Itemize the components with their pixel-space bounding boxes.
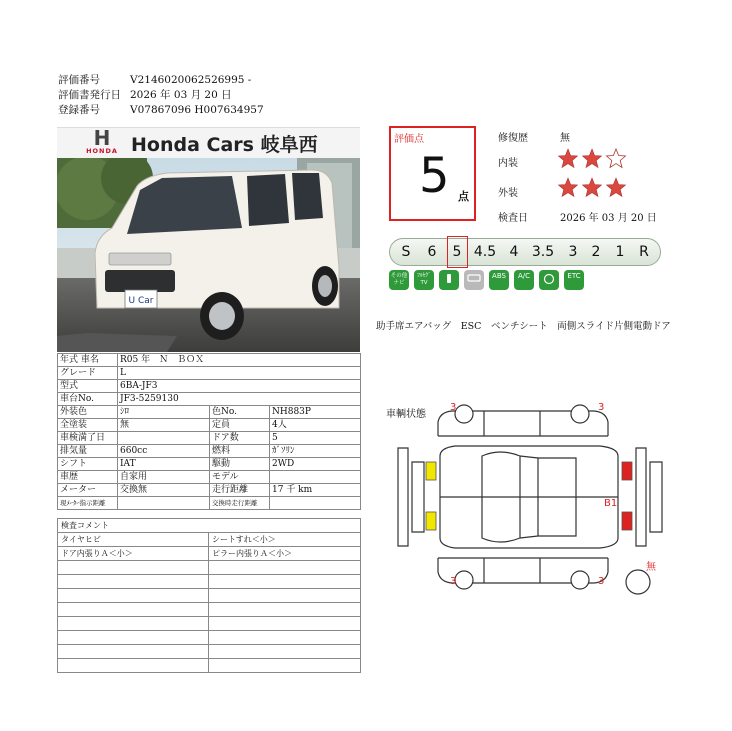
comment-cell	[58, 645, 209, 659]
table-row	[58, 659, 361, 673]
ac-icon: A/C	[514, 270, 534, 290]
inspect-value: 2026 年 03 月 20 日	[560, 213, 657, 224]
eval-number-value: V2146020062526995 -	[130, 74, 252, 86]
grade-step: 3.5	[531, 244, 555, 260]
eval-number-row	[58, 73, 251, 87]
table-row	[58, 589, 361, 603]
honda-logo	[81, 126, 123, 157]
grade-step: 1	[615, 244, 625, 260]
exterior-star-icons	[558, 177, 638, 199]
spec-label: 交換時走行距離	[210, 497, 270, 510]
comment-cell	[209, 659, 361, 673]
registration-label: 登録番号	[58, 104, 100, 116]
table-row	[58, 393, 361, 406]
spec-label: 外装色	[58, 406, 118, 419]
spec-value: L	[118, 367, 361, 380]
table-row	[58, 471, 361, 484]
table-row	[58, 631, 361, 645]
comment-cell	[209, 617, 361, 631]
comment-cell: ドア内張りＡ＜小＞	[58, 547, 209, 561]
repair-history	[498, 129, 570, 144]
rear-door-mark: B1	[604, 498, 618, 509]
issue-date-value: 2026 年 03 月 20 日	[130, 89, 232, 101]
comment-cell	[209, 603, 361, 617]
airbag-icon	[539, 270, 559, 290]
spec-value: 660cc	[118, 445, 210, 458]
spec-label: 車台No.	[58, 393, 118, 406]
spec-value: ｼﾛ	[118, 406, 210, 419]
grade-step: R	[639, 244, 649, 260]
spec-label: 車歴	[58, 471, 118, 484]
damage-marker-rear-right	[622, 512, 632, 530]
comment-cell	[209, 631, 361, 645]
spec-table	[57, 353, 361, 510]
table-row	[58, 419, 361, 432]
plate-text: U Car	[128, 296, 154, 306]
comment-cell	[58, 631, 209, 645]
comment-cell	[209, 589, 361, 603]
spec-value	[118, 432, 210, 445]
honda-logo-mark: H	[93, 126, 111, 150]
score-unit: 点	[458, 190, 469, 203]
spec-value: 17 千 km	[270, 484, 361, 497]
vehicle-photo	[57, 158, 360, 352]
table-row	[58, 406, 361, 419]
registration-row	[58, 103, 264, 117]
spec-value: 4人	[270, 419, 361, 432]
inspection-date	[498, 209, 657, 224]
score-box	[389, 126, 476, 221]
comment-cell: シートすれ＜小＞	[209, 533, 361, 547]
spec-value: ｶﾞｿﾘﾝ	[270, 445, 361, 458]
issue-date-label: 評価書発行日	[58, 89, 121, 101]
key-icon	[439, 270, 459, 290]
grade-selected-marker	[447, 236, 468, 268]
comment-cell	[209, 645, 361, 659]
table-row	[58, 561, 361, 575]
table-row	[58, 484, 361, 497]
eval-number-label: 評価番号	[58, 74, 100, 86]
spec-value: IAT	[118, 458, 210, 471]
etc-icon: ETC	[564, 270, 584, 290]
comment-cell	[58, 603, 209, 617]
registration-value: V07867096 H007634957	[130, 104, 264, 116]
spec-label: 色No.	[210, 406, 270, 419]
spec-label: グレード	[58, 367, 118, 380]
spec-value: 2WD	[270, 458, 361, 471]
table-row	[58, 354, 361, 367]
interior-label: 内装	[498, 158, 518, 169]
spec-value: 5	[270, 432, 361, 445]
tire-rr-mark: 3	[598, 576, 605, 587]
spec-value: 無	[118, 419, 210, 432]
spec-value: 交換無	[118, 484, 210, 497]
spare-tire-mark: 無	[646, 562, 656, 573]
spec-value	[270, 497, 361, 510]
comment-cell	[58, 589, 209, 603]
damage-marker-front-left	[426, 462, 436, 480]
comment-cell	[58, 659, 209, 673]
table-row	[58, 603, 361, 617]
spec-label: 駆動	[210, 458, 270, 471]
comment-cell	[58, 561, 209, 575]
grade-step: 2	[591, 244, 601, 260]
table-row	[58, 645, 361, 659]
repair-label: 修復歴	[498, 133, 528, 144]
comment-cell	[209, 575, 361, 589]
table-row	[58, 432, 361, 445]
table-row	[58, 497, 361, 510]
spec-label: メーター	[58, 484, 118, 497]
comment-cell	[58, 575, 209, 589]
table-row	[58, 458, 361, 471]
spec-label: モデル	[210, 471, 270, 484]
abs-icon: ABS	[489, 270, 509, 290]
exterior-stars	[558, 177, 638, 199]
comment-title: 検査コメント	[58, 519, 361, 533]
grade-step: 3	[568, 244, 578, 260]
damage-marker-front-right	[426, 512, 436, 530]
inspect-label: 検査日	[498, 213, 528, 224]
spec-label: 現ﾒｰﾀｰ指示距離	[58, 497, 118, 510]
comment-title-row	[58, 519, 361, 533]
comment-cell: タイヤヒビ	[58, 533, 209, 547]
spec-value: 自家用	[118, 471, 210, 484]
score-label: 評価点	[394, 134, 424, 145]
spec-label: シフト	[58, 458, 118, 471]
spec-value	[118, 497, 210, 510]
sunroof-icon	[464, 270, 484, 290]
spec-value: NH883P	[270, 406, 361, 419]
exterior-label: 外装	[498, 188, 518, 199]
dealer-name: Honda Cars 岐阜西	[131, 134, 318, 156]
interior-star-icons	[558, 148, 638, 170]
spec-label: ドア数	[210, 432, 270, 445]
table-row	[58, 533, 361, 547]
spec-label: 定員	[210, 419, 270, 432]
grade-step: 4.5	[473, 244, 497, 260]
spec-label: 車検満了日	[58, 432, 118, 445]
damage-marker-rear-left	[622, 462, 632, 480]
spec-label: 走行距離	[210, 484, 270, 497]
spec-value: R05 年 Ｎ ＢＯＸ	[118, 354, 361, 367]
table-row	[58, 445, 361, 458]
tire-rl-mark: 3	[450, 576, 457, 587]
spec-value: JF3-5259130	[118, 393, 361, 406]
table-row	[58, 547, 361, 561]
spec-value	[270, 471, 361, 484]
tire-fl-mark: 3	[450, 402, 457, 413]
grade-step: S	[401, 244, 411, 260]
table-row	[58, 380, 361, 393]
comment-cell	[58, 617, 209, 631]
table-row	[58, 575, 361, 589]
spec-label: 年式 車名	[58, 354, 118, 367]
grade-step: 4	[509, 244, 519, 260]
score-value: 5	[419, 148, 450, 204]
table-row	[58, 617, 361, 631]
equipment-text: 助手席エアバッグ ESC ベンチシート 両側スライド片側電動ドア	[376, 321, 671, 332]
repair-value: 無	[560, 133, 570, 144]
grade-step: 6	[427, 244, 437, 260]
comment-table	[57, 518, 361, 673]
interior-stars	[558, 148, 638, 170]
table-row	[58, 367, 361, 380]
spec-value: 6BA-JF3	[118, 380, 361, 393]
comment-cell	[209, 561, 361, 575]
grade-scale	[389, 238, 661, 266]
honda-logo-word: HONDA	[86, 147, 118, 155]
comment-cell: ピラー内張りＡ＜小＞	[209, 547, 361, 561]
navi-icon: その他 ナビ	[389, 270, 409, 290]
tire-fr-mark: 3	[598, 402, 605, 413]
issue-date-row	[58, 88, 232, 102]
spec-label: 燃料	[210, 445, 270, 458]
car-condition-diagram	[380, 396, 680, 606]
dealer-banner	[57, 127, 360, 160]
diagram-title: 車輌状態	[386, 409, 426, 420]
spec-label: 全塗装	[58, 419, 118, 432]
tv-icon: ﾌﾙｾｸﾞ TV	[414, 270, 434, 290]
spec-label: 型式	[58, 380, 118, 393]
grade-step: 5	[452, 244, 462, 260]
spec-label: 排気量	[58, 445, 118, 458]
